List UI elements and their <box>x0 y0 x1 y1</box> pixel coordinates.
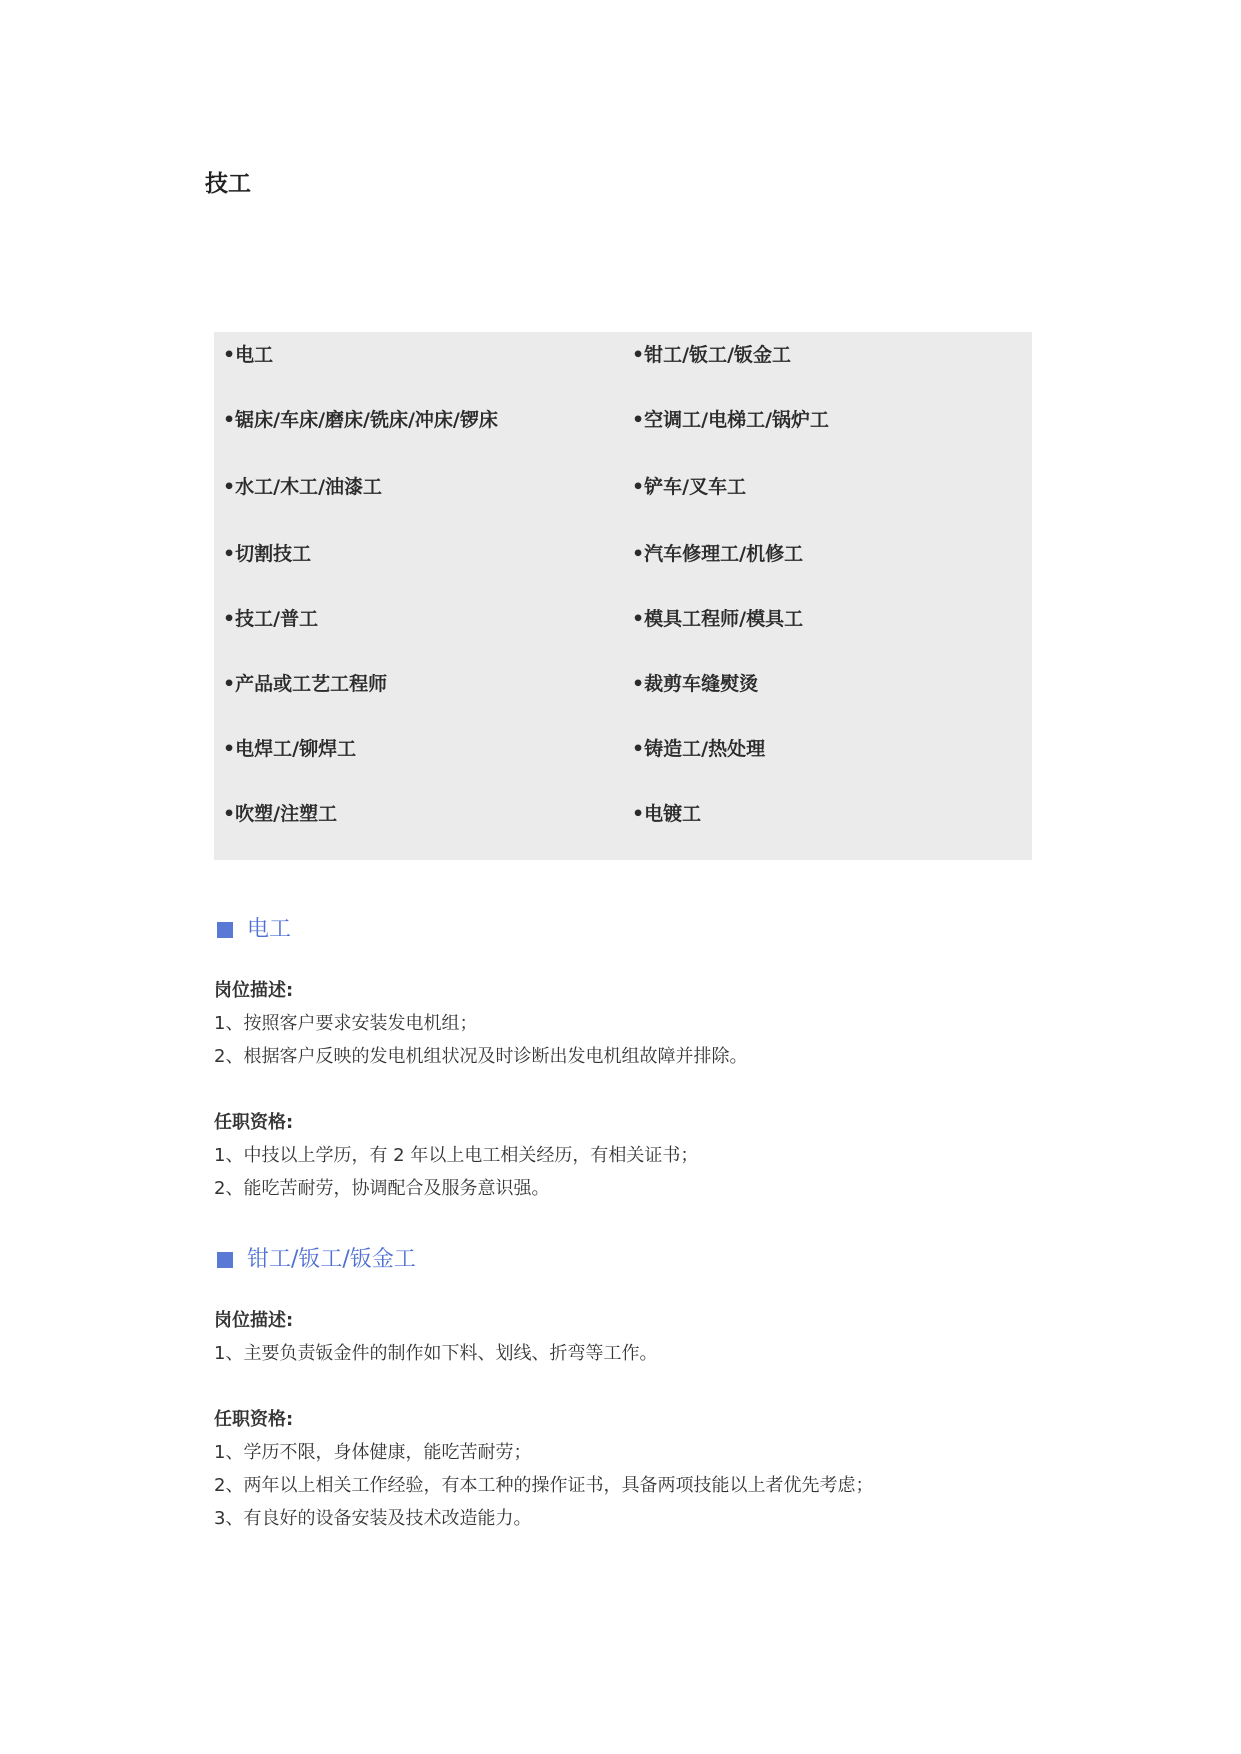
index-item-welder[interactable]: •电焊工/铆焊工 <box>223 738 357 760</box>
duty-line: 1、按照客户要求安装发电机组； <box>214 1013 478 1034</box>
index-item-fitter[interactable]: •钳工/钣工/钣金工 <box>632 344 792 366</box>
requirement-line: 1、中技以上学历，有 2 年以上电工相关经历，有相关证书； <box>214 1145 699 1166</box>
job-index-box <box>214 332 1032 860</box>
index-item-machine-tool[interactable]: •锯床/车床/磨床/铣床/冲床/锣床 <box>223 409 498 431</box>
section-electrician <box>214 913 1014 1205</box>
index-item-process-engineer[interactable]: •产品或工艺工程师 <box>223 673 388 695</box>
index-item-cutting[interactable]: •切割技工 <box>223 543 312 565</box>
index-item-forklift[interactable]: •铲车/叉车工 <box>632 476 747 498</box>
page-title: 技工 <box>205 171 251 197</box>
square-bullet-icon <box>217 1252 233 1268</box>
duty-line: 1、主要负责钣金件的制作如下料、划线、折弯等工作。 <box>214 1343 658 1364</box>
index-item-hvac-elevator[interactable]: •空调工/电梯工/锅炉工 <box>632 409 830 431</box>
section-heading <box>214 913 1014 947</box>
index-item-casting[interactable]: •铸造工/热处理 <box>632 738 766 760</box>
duty-block <box>214 974 1014 1073</box>
requirement-line: 2、两年以上相关工作经验，有本工种的操作证书，具备两项技能以上者优先考虑； <box>214 1475 874 1496</box>
index-item-electroplating[interactable]: •电镀工 <box>632 803 702 825</box>
index-item-plumber-carpenter[interactable]: •水工/木工/油漆工 <box>223 476 383 498</box>
requirement-label: 任职资格: <box>214 1409 294 1430</box>
section-heading <box>214 1243 1014 1277</box>
index-item-electrician[interactable]: •电工 <box>223 344 274 366</box>
index-item-mold-engineer[interactable]: •模具工程师/模具工 <box>632 608 804 630</box>
index-item-sewing[interactable]: •裁剪车缝熨烫 <box>632 673 759 695</box>
section-title: 钳工/钣工/钣金工 <box>247 1247 416 1272</box>
requirement-block <box>214 1106 1014 1205</box>
duty-label: 岗位描述: <box>214 1310 294 1331</box>
requirement-line: 3、有良好的设备安装及技术改造能力。 <box>214 1508 532 1529</box>
section-title: 电工 <box>247 917 292 942</box>
duty-label: 岗位描述: <box>214 980 294 1001</box>
requirement-line: 1、学历不限，身体健康，能吃苦耐劳； <box>214 1442 532 1463</box>
duty-block <box>214 1304 1014 1370</box>
index-item-mechanic[interactable]: •汽车修理工/机修工 <box>632 543 804 565</box>
requirement-block <box>214 1403 1014 1535</box>
section-fitter <box>214 1243 1014 1535</box>
index-item-molding[interactable]: •吹塑/注塑工 <box>223 803 338 825</box>
requirement-label: 任职资格: <box>214 1112 294 1133</box>
duty-line: 2、根据客户反映的发电机组状况及时诊断出发电机组故障并排除。 <box>214 1046 748 1067</box>
index-item-technician[interactable]: •技工/普工 <box>223 608 319 630</box>
requirement-line: 2、能吃苦耐劳，协调配合及服务意识强。 <box>214 1178 550 1199</box>
square-bullet-icon <box>217 922 233 938</box>
